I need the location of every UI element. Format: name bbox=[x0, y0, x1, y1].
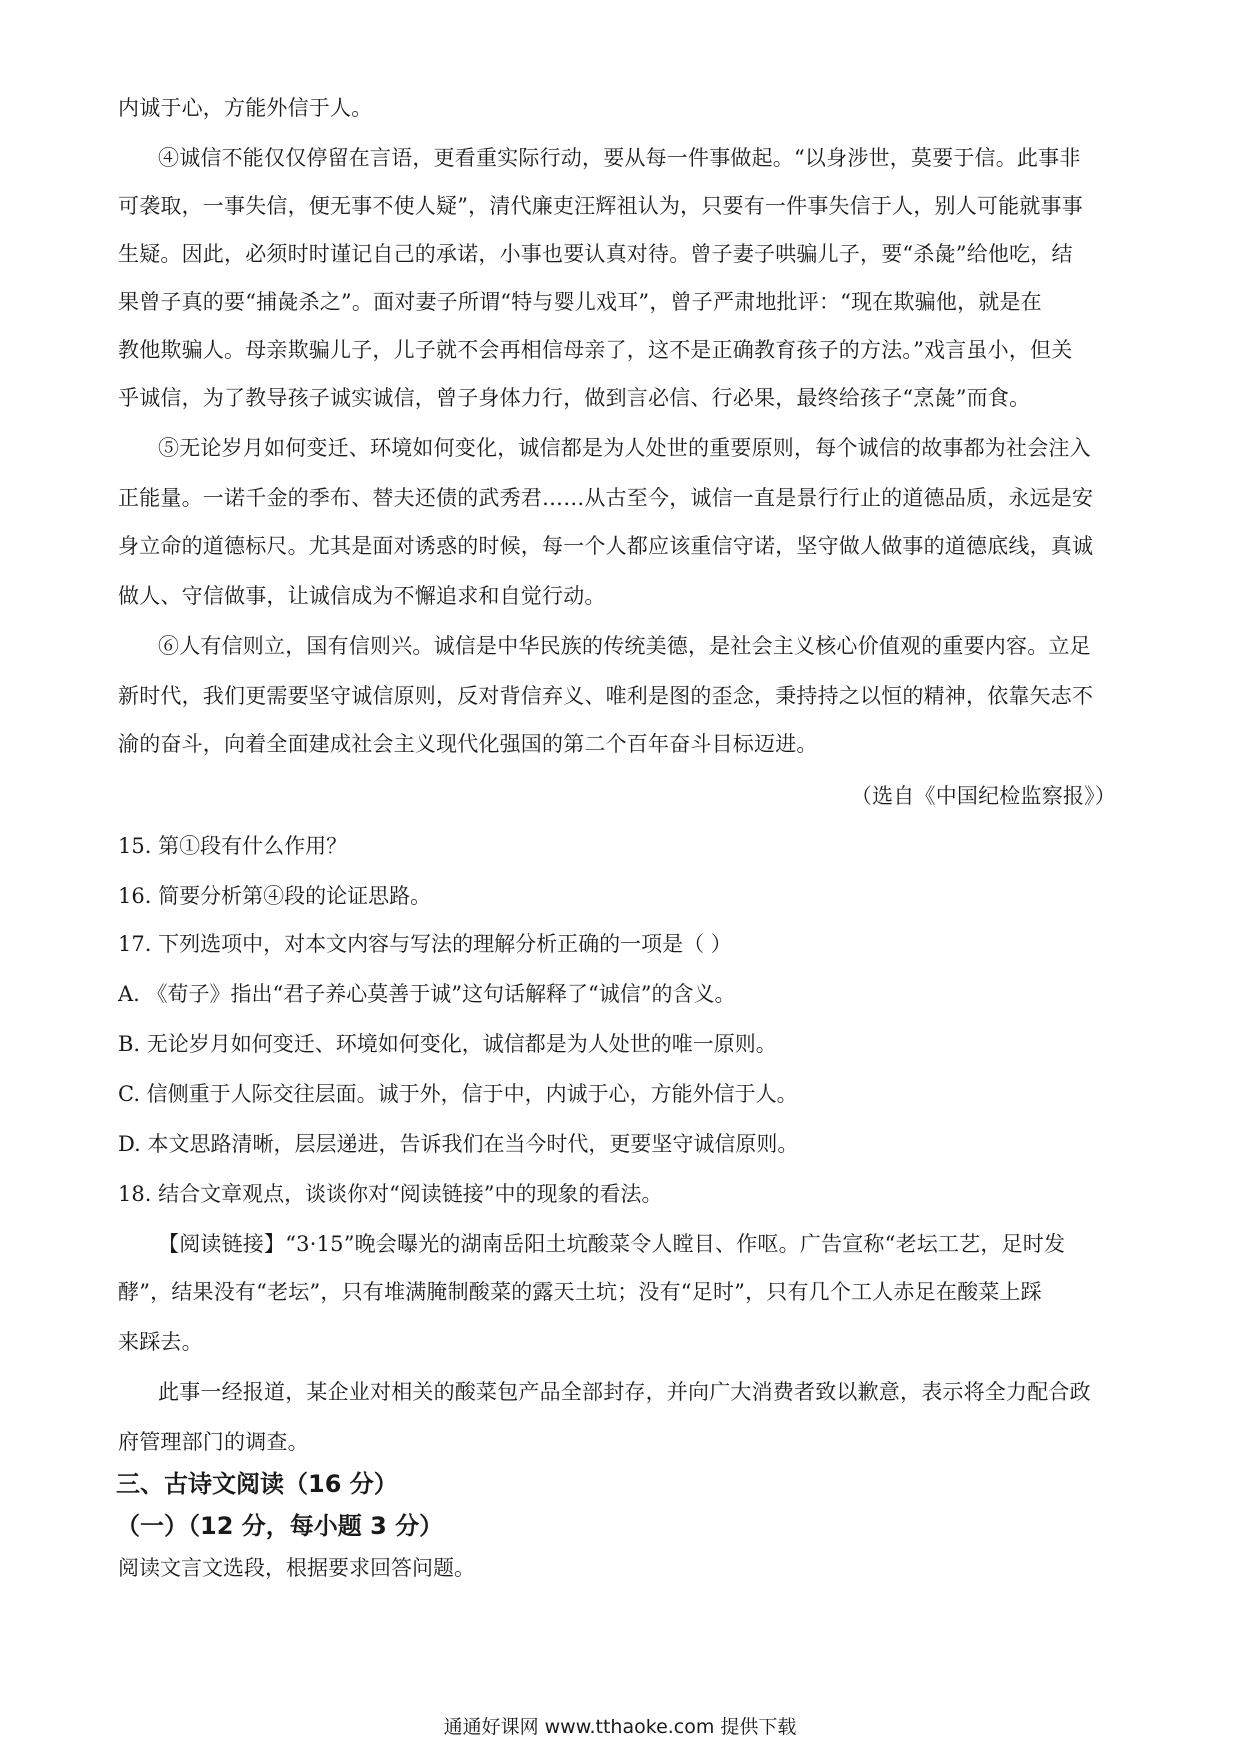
paragraph-4-line: 可袭取，一事失信，便无事不使人疑”，清代廉吏汪辉祖认为，只要有一件事失信于人，别人可能就事事 bbox=[118, 194, 1083, 218]
paragraph-4-line: ④诚信不能仅仅停留在言语，更看重实际行动，要从每一件事做起。“以身涉世，莫要于信。此事非 bbox=[158, 146, 1081, 170]
section-3-subheading: （一）（12 分，每小题 3 分） bbox=[116, 1512, 444, 1540]
paragraph-5-line: 身立命的道德标尺。尤其是面对诱惑的时候，每一个人都应该重信守诺，坚守做人做事的道德底线，真诚 bbox=[118, 534, 1094, 558]
paragraph-4-line: 教他欺骗人。母亲欺骗儿子，儿子就不会再相信母亲了，这不是正确教育孩子的方法。”戏言虽小，但关 bbox=[118, 338, 1073, 362]
reading-link-line: 酵”，结果没有“老坛”，只有堆满腌制酸菜的露天土坑；没有“足时”，只有几个工人赤足在酸菜上踩 bbox=[118, 1280, 1042, 1304]
reading-link-followup-line: 府管理部门的调查。 bbox=[118, 1430, 309, 1454]
paragraph-6-line: 渝的奋斗，向着全面建成社会主义现代化强国的第二个百年奋斗目标迈进。 bbox=[118, 732, 818, 756]
reading-link-line: 【阅读链接】“3·15”晚会曝光的湖南岳阳土坑酸菜令人瞠目、作呕。广告宣称“老坛工艺，足时发 bbox=[158, 1232, 1066, 1256]
section-3-heading: 三、古诗文阅读（16 分） bbox=[116, 1470, 398, 1498]
reading-link-line: 来踩去。 bbox=[118, 1330, 203, 1354]
source-citation: （选自《中国纪检监察报》） bbox=[850, 784, 1116, 808]
reading-link-followup-line: 此事一经报道，某企业对相关的酸菜包产品全部封存，并向广大消费者致以歉意，表示将全力配合政 bbox=[158, 1380, 1091, 1404]
paragraph-6-line: 新时代，我们更需要坚守诚信原则，反对背信弃义、唯利是图的歪念，秉持持之以恒的精神，依靠矢志不 bbox=[118, 684, 1094, 708]
question-17: 17. 下列选项中，对本文内容与写法的理解分析正确的一项是（ ） bbox=[118, 932, 732, 956]
option-b: B. 无论岁月如何变迁、环境如何变化，诚信都是为人处世的唯一原则。 bbox=[118, 1032, 777, 1056]
question-15: 15. 第①段有什么作用？ bbox=[118, 834, 348, 858]
paragraph-4-line: 果曾子真的要“捕彘杀之”。面对妻子所谓“特与婴儿戏耳”，曾子严肃地批评：“现在欺骗他，就是在 bbox=[118, 290, 1042, 314]
paragraph-4-line: 乎诚信，为了教导孩子诚实诚信，曾子身体力行，做到言必信、行必果，最终给孩子“烹彘”而食。 bbox=[118, 386, 1031, 410]
paragraph-6-line: ⑥人有信则立，国有信则兴。诚信是中华民族的传统美德，是社会主义核心价值观的重要内容。立足 bbox=[158, 634, 1091, 658]
option-a: A. 《荀子》指出“君子养心莫善于诚”这句话解释了“诚信”的含义。 bbox=[118, 982, 736, 1006]
paragraph-3-tail: 内诚于心，方能外信于人。 bbox=[118, 96, 373, 120]
option-d: D. 本文思路清晰，层层递进，告诉我们在当今时代，更要坚守诚信原则。 bbox=[118, 1132, 799, 1156]
paragraph-4-line: 生疑。因此，必须时时谨记自己的承诺，小事也要认真对待。曾子妻子哄骗儿子，要“杀彘”给他吃，结 bbox=[118, 242, 1073, 266]
option-c: C. 信侧重于人际交往层面。诚于外，信于中，内诚于心，方能外信于人。 bbox=[118, 1082, 798, 1106]
question-16: 16. 简要分析第④段的论证思路。 bbox=[118, 884, 432, 908]
paragraph-5-line: 正能量。一诺千金的季布、替夫还债的武秀君……从古至今，诚信一直是景行行止的道德品质，永远是安 bbox=[118, 486, 1094, 510]
question-18: 18. 结合文章观点，谈谈你对“阅读链接”中的现象的看法。 bbox=[118, 1182, 663, 1206]
paragraph-5-line: ⑤无论岁月如何变迁、环境如何变化，诚信都是为人处世的重要原则，每个诚信的故事都为社会注入 bbox=[158, 436, 1091, 460]
paragraph-5-line: 做人、守信做事，让诚信成为不懈追求和自觉行动。 bbox=[118, 584, 606, 608]
page-footer: 通通好课网 www.tthaoke.com 提供下载 bbox=[443, 1716, 797, 1738]
section-3-instruction: 阅读文言文选段，根据要求回答问题。 bbox=[118, 1556, 475, 1580]
